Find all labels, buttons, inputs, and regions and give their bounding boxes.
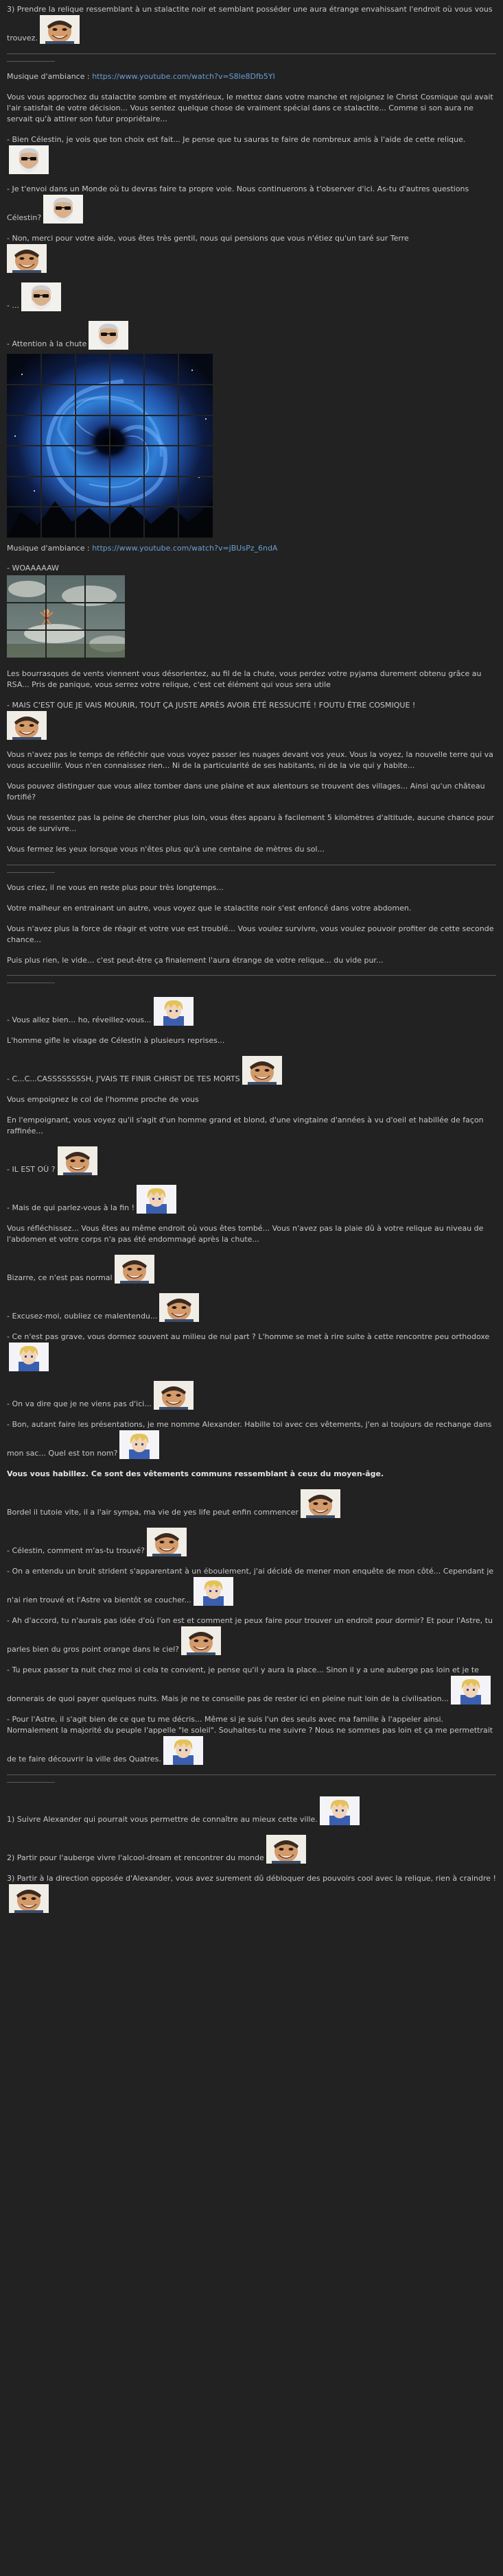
- risitas-face-icon: [40, 15, 80, 44]
- risitas-face-icon: [159, 1293, 199, 1322]
- paragraph-empoignez: Vous empoignez le col de l'homme proche de vous: [7, 1095, 199, 1105]
- intro-choice-3: 3) Prendre la relique ressemblant à un stalactite noir et semblant posséder une aura étrange envahissant l'endroit où vous vous trouvez.: [7, 5, 493, 43]
- paragraph-vide: Puis plus rien, le vide... c'est peut-être ça finalement l'aura étrange de votre relique... du vide pur...: [7, 955, 384, 965]
- risitas-face-icon: [9, 1884, 49, 1913]
- dialogue-woa: - WOAAAAAW: [7, 564, 59, 573]
- paragraph-reflechissez: Vous réfléchissez... Vous êtes au même endroit où vous êtes tombé... Vous n'avez pas la plaie dû à votre relique au niveau de l'abdomen et votre corps n'a pas été endommagé après la chute...: [7, 1224, 484, 1244]
- music-line-2: Musique d'ambiance : https://www.youtube.com/watch?v=jBUsPz_6ndA: [7, 543, 278, 553]
- dialogue-auberge: - Tu peux passer ta nuit chez moi si cela te convient, je pense qu'il y aura la place... Sinon il y a une auberge pas loin et je te donnerais de quoi payer quelques nuits. Mais je ne te conseille pas de rester ici en pleine nuit loin de la civilisation...: [7, 1665, 496, 1705]
- paragraph-ressentez: Vous ne ressentez pas la peine de chercher plus loin, vous êtes apparu à facilement 5 kilomètres d'altitude, aucune chance pour vous de survivre...: [7, 812, 495, 833]
- christ-cosmique-face-icon: [43, 195, 83, 224]
- risitas-face-icon: [301, 1489, 340, 1518]
- risitas-face-icon: [154, 1381, 194, 1410]
- paragraph-distinguer: Vous pouvez distinguer que vous allez tomber dans une plaine et aux alentours se trouvent des villages... Ainsi qu'un château fortifié?: [7, 782, 485, 802]
- alexander-blond-avatar-icon: [451, 1676, 491, 1705]
- separator: [7, 1774, 496, 1775]
- paragraph-criez: Vous criez, il ne vous en reste plus pour très longtemps...: [7, 882, 224, 892]
- dialogue-cassss: - C...C...CASSSSSSSSH, J'VAIS TE FINIR CHRIST DE TES MORTS: [7, 1056, 496, 1085]
- short-separator: [7, 1782, 55, 1783]
- alexander-blond-avatar-icon: [137, 1185, 176, 1214]
- dialogue-ilest: - IL EST OÙ ?: [7, 1146, 496, 1175]
- risitas-face-icon: [58, 1146, 97, 1175]
- alexander-blond-avatar-icon: [320, 1796, 360, 1825]
- risitas-face-icon: [266, 1835, 306, 1864]
- alexander-blond-avatar-icon: [9, 1343, 49, 1371]
- dialogue-bon: - Bon, autant faire les présentations, je me nomme Alexander. Habille toi avec ces vêtements, j'en ai toujours de rechange dans mon sac... Quel est ton nom?: [7, 1420, 492, 1458]
- paragraph-bordel: Bordel il tutoie vite, il a l'air sympa, ma vie de yes life peut enfin commencer: [7, 1489, 496, 1518]
- paragraph-empoignant: En l'empoignant, vous voyez qu'il s'agit d'un homme grand et blond, d'une vingtaine d'années à vu d'oeil et habillée de façon raffinée...: [7, 1116, 484, 1136]
- risitas-face-icon: [242, 1056, 282, 1085]
- dialogue-ondire: - On va dire que je ne viens pas d'ici...: [7, 1381, 496, 1410]
- alexander-blond-avatar-icon: [119, 1430, 159, 1459]
- youtube-link-2[interactable]: https://www.youtube.com/watch?v=jBUsPz_6ndA: [92, 543, 278, 553]
- youtube-link-1[interactable]: https://www.youtube.com/watch?v=S8le8Dfb5YI: [92, 71, 275, 81]
- dialogue-parlez: - Mais de qui parlez-vous à la fin !: [7, 1185, 496, 1214]
- risitas-face-icon: [147, 1528, 187, 1556]
- alexander-blond-avatar-icon: [154, 997, 194, 1026]
- dialogue-bizarre: Bizarre, ce n'est pas normal: [7, 1255, 496, 1284]
- risitas-face-icon: [115, 1255, 154, 1284]
- dialogue-accord: - Ah d'accord, tu n'aurais pas idée d'où l'on est et comment je peux faire pour trouver un endroit pour dormir? Et pour l'Astre, tu parles bien du gros point orange dans le ciel?: [7, 1615, 493, 1654]
- dialogue-trouve: - Célestin, comment m'as-tu trouvé?: [7, 1528, 496, 1556]
- risitas-face-icon: [181, 1626, 221, 1655]
- dialogue-dots: - ...: [7, 282, 496, 311]
- alexander-blond-avatar-icon: [163, 1736, 203, 1765]
- risitas-face-icon: [7, 244, 47, 273]
- separator: [7, 975, 496, 976]
- paragraph-temps: Vous n'avez pas le temps de réfléchir que vous voyez passer les nuages devant vos yeux. Vous la voyez, la nouvelle terre qui va vous accueillir. Vous n'en connaissez rien... Ni de la particularité de ses habitants, ni de la vie qui y habite...: [7, 750, 493, 771]
- paragraph-fermez: Vous fermez les yeux lorsque vous n'êtes plus qu'à une centaine de mètres du sol...: [7, 844, 325, 854]
- dialogue-reveillez: - Vous allez bien... ho, réveillez-vous...: [7, 997, 496, 1026]
- dialogue-grave: - Ce n'est pas grave, vous dormez souvent au milieu de nul part ? L'homme se met à rire suite à cette rencontre peu orthodoxe: [7, 1332, 496, 1371]
- christ-cosmique-face-icon: [9, 145, 49, 174]
- cosmic-vortex-image: [7, 354, 213, 538]
- dialogue-attention: - Attention à la chute: [7, 321, 496, 350]
- choice-2: 2) Partir pour l'auberge vivre l'alcool-dream et rencontrer du monde: [7, 1835, 496, 1864]
- music-line-1: Musique d'ambiance : https://www.youtube.com/watch?v=S8le8Dfb5YI: [7, 71, 275, 81]
- dialogue-mais: - MAIS C'EST QUE JE VAIS MOURIR, TOUT ÇA JUSTE APRÈS AVOIR ÉTÉ RESSUCITÉ ! FOUTU ÊTRE COSMIQUE !: [7, 700, 496, 740]
- paragraph-force: Vous n'avez plus la force de réagir et votre vue est troublé... Vous voulez survivre, vous voulez pouvoir profiter de cette seconde chance...: [7, 924, 494, 944]
- dialogue-envoi: - Je t'envoi dans un Monde où tu devras faire ta propre voie. Nous continuerons à t'observer d'ici. As-tu d'autres questions Célestin?: [7, 184, 469, 222]
- christ-cosmique-face-icon: [89, 321, 128, 350]
- alexander-blond-avatar-icon: [194, 1577, 233, 1606]
- paragraph-bourrasques: Les bourrasques de vents viennent vous désorientez, au fil de la chute, vous perdez votre pyjama durement obtenu grâce au RSA... Pris de panique, vous serrez votre relique, c'est cet élément qui vous sera utile: [7, 669, 482, 690]
- dialogue-astre: - Pour l'Astre, il s'agit bien de ce que tu me décris... Même si je suis l'un des seuls avec ma famille à l'appeler ainsi. Normalement la majorité du peuple l'appelle "le soleil". Souhaites-tu me suivre ? Nous ne sommes pas loin et ça me permettrait de te faire découvrir la ville des Quatres.: [7, 1714, 493, 1764]
- paragraph-malheur: Votre malheur en entrainant un autre, vous voyez que le stalactite noir s'est enfoncé dans votre abdomen.: [7, 903, 412, 913]
- paragraph-approach: Vous vous approchez du stalactite sombre et mystérieux, le mettez dans votre manche et rejoignez le Christ Cosmique qui avait l'air satisfait de votre décision... Vous sentez quelque chose de vraiment spécial dans ce stalactite... Comme si son aura ne servait qu'à attirer son futur propriétaire...: [7, 92, 493, 123]
- risitas-face-icon: [7, 711, 47, 740]
- paragraph-habillez: Vous vous habillez. Ce sont des vêtements communs ressemblant à ceux du moyen-âge.: [7, 1469, 384, 1478]
- short-separator: [7, 872, 55, 873]
- dialogue-non: - Non, merci pour votre aide, vous êtes très gentil, nous qui pensions que vous n'étiez qu'un taré sur Terre: [7, 233, 496, 273]
- dialogue-bien: - Bien Célestin, je vois que ton choix est fait... Je pense que tu sauras te faire de nombreux amis à l'aide de cette relique.: [7, 134, 496, 174]
- paragraph-gifle: L'homme gifle le visage de Célestin à plusieurs reprises...: [7, 1036, 225, 1046]
- dialogue-excusez: - Excusez-moi, oubliez ce malentendu...: [7, 1293, 496, 1322]
- dialogue-entendu: - On a entendu un bruit strident s'apparentant à un éboulement, j'ai décidé de mener mon enquête de mon côté... Cependant je n'ai rien trouvé et l'Astre va bientôt se coucher...: [7, 1566, 494, 1604]
- choice-3: 3) Partir à la direction opposée d'Alexander, vous avez surement dû débloquer des pouvoirs cool avec la relique, rien à craindre !: [7, 1873, 496, 1913]
- choice-1: 1) Suivre Alexander qui pourrait vous permettre de connaître au mieux cette ville.: [7, 1796, 496, 1825]
- sky-fall-image: [7, 575, 125, 658]
- separator: [7, 53, 496, 54]
- christ-cosmique-face-icon: [21, 282, 61, 311]
- short-separator: [7, 61, 55, 62]
